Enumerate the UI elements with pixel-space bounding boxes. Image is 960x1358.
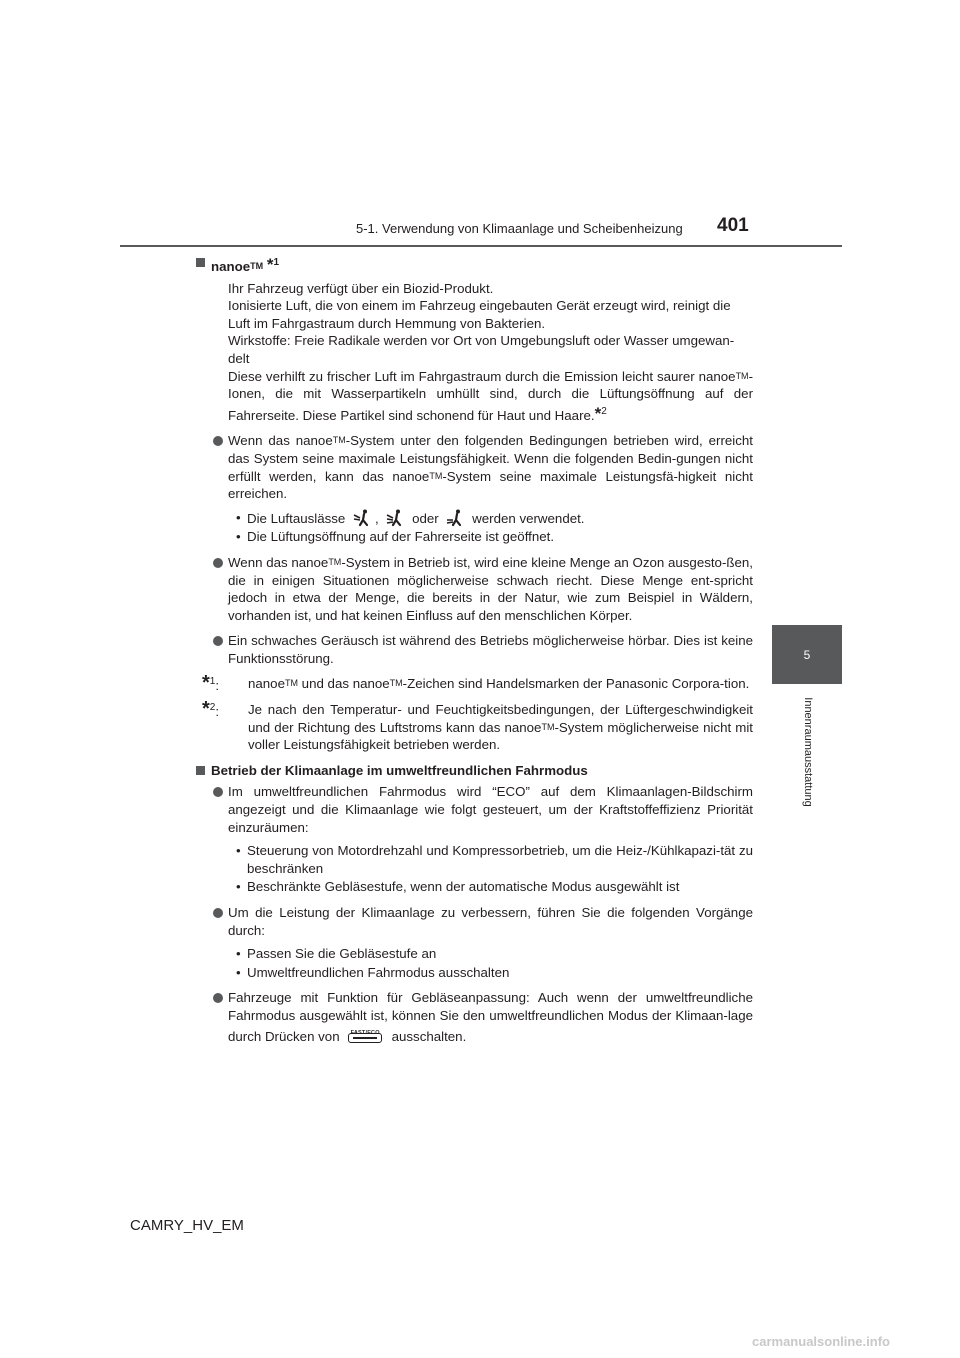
text-span: :: [215, 678, 220, 694]
text-span: -System möglicherweise nicht mit voller Leistungsfähigkeit betrieben werden.: [248, 719, 754, 753]
text-span: Die Luftauslässe: [247, 510, 346, 526]
sub-list-item: • Die Lüftungsöffnung auf der Fahrerseite ist geöffnet.: [228, 528, 753, 546]
footer-model: CAMRY_HV_EM: [130, 1217, 244, 1234]
sub-list-item: • Beschränkte Gebläsestufe, wenn der automatische Modus ausgewählt ist: [228, 878, 753, 896]
list-item: [211, 989, 753, 1046]
circle-bullet-icon: [213, 787, 223, 797]
text-span: Wenn das nanoe: [228, 554, 329, 570]
trademark-mark: TM: [284, 678, 298, 689]
trademark-mark: TM: [250, 261, 264, 271]
trademark-mark: TM: [332, 435, 346, 446]
chapter-tab: [772, 625, 842, 684]
square-bullet-icon: [196, 766, 205, 775]
circle-bullet-icon: [213, 558, 223, 568]
intro-line: [228, 368, 753, 425]
square-bullet-icon: [196, 258, 205, 267]
air-vent-icon: [444, 509, 466, 527]
text-span: nanoe: [248, 676, 285, 692]
chapter-label: Innenraumausstattung: [802, 697, 814, 807]
section-heading-eco-mode: [194, 762, 736, 780]
text-span: -Zeichen sind Handelsmarken der Panasonic Corpora-tion.: [402, 676, 750, 692]
intro-line: Wirkstoffe: Freie Radikale werden vor Ort von Umgebungsluft oder Wasser umgewan-delt: [228, 333, 735, 366]
sub-list: [228, 842, 753, 896]
footnote-number: 1: [209, 676, 216, 688]
circle-bullet-icon: [213, 436, 223, 446]
footnote-star: *: [594, 403, 602, 423]
footnote-2: [202, 698, 754, 754]
footnote-number: 2: [601, 405, 607, 417]
trademark-mark: TM: [389, 678, 403, 689]
footnote-1: [202, 672, 753, 695]
footnote-star: *: [202, 698, 210, 721]
main-content: [202, 254, 754, 1055]
footnote-number: 1: [273, 257, 280, 268]
text-span: werden verwendet.: [472, 510, 585, 526]
text-span: Um die Leistung der Klimaanlage zu verbessern, führen Sie die folgenden Vorgänge durch:: [228, 905, 753, 938]
text-span: -System unter den folgenden Bedingungen betrieben wird, erreicht das System seine maximale Leistungsfähigkeit. Wenn die folgenden Bedin-gungen nicht erfüllt werden, kann das nanoe: [228, 433, 753, 484]
text-span: oder: [412, 510, 439, 526]
intro-line: Ionisierte Luft, die von einem im Fahrzeug eingebauten Gerät erzeugt wird, reinigt die Luft im Fahrgastraum durch Hemmung von Bakterien.: [228, 298, 731, 331]
text-span: -System in Betrieb ist, wird eine kleine Menge an Ozon ausgesto-ßen, die in einigen Situationen möglicherweise schwach riecht. Diese Menge ent-spricht jedoch in etwa der Menge, die bereits in der Natur, wie zum Beispiel in Wäldern, vorhanden ist, und hat keinen Einfluss auf den menschlichen Körper.: [228, 554, 753, 623]
text-span: ,: [375, 510, 379, 526]
sub-list-item: • Steuerung von Motordrehzahl und Kompressorbetrieb, um die Heiz-/Kühlkapazi-tät zu beschränken: [228, 842, 753, 877]
text-span: Wenn das nanoe: [228, 433, 333, 449]
sub-list-item: • Umweltfreundlichen Fahrmodus ausschalten: [228, 964, 753, 982]
fast-eco-label: FAST/ECO: [350, 1029, 380, 1036]
heading-text: Betrieb der Klimaanlage im umweltfreundlichen Fahrmodus: [211, 762, 588, 778]
section-heading-nanoe: [194, 254, 736, 276]
header-divider: [120, 245, 842, 247]
trademark-mark: TM: [328, 556, 342, 567]
trademark-mark: TM: [735, 370, 749, 381]
text-span: Fahrzeuge mit Funktion für Gebläseanpassung: Auch wenn der umweltfreundliche Fahrmodus ausgewählt ist, können Sie den umweltfreundlichen Modus der Klimaan-lage durch Drücken von: [228, 990, 753, 1044]
sub-list-item: • Passen Sie die Gebläsestufe an: [228, 945, 753, 963]
circle-bullet-icon: [213, 908, 223, 918]
text-span: :: [215, 704, 220, 720]
text-span: ausschalten.: [391, 1028, 467, 1044]
list-item: [211, 783, 753, 896]
sub-list: [228, 509, 753, 546]
circle-bullet-icon: [213, 636, 223, 646]
text-span: Ein schwaches Geräusch ist während des Betriebs möglicherweise hörbar. Dies ist keine Funktionsstörung.: [228, 633, 753, 666]
intro-line: Ihr Fahrzeug verfügt über ein Biozid-Produkt.: [228, 280, 494, 296]
air-vent-icon: [351, 509, 373, 527]
footnote-number: 2: [209, 702, 216, 714]
chapter-number: 5: [803, 647, 811, 662]
footnote-star: *: [266, 255, 274, 274]
footnote-marker: [202, 673, 219, 695]
circle-bullet-icon: [213, 993, 223, 1003]
list-item: [211, 632, 753, 667]
sub-list-item: [228, 509, 753, 528]
list-item: [211, 432, 753, 546]
button-shape: [348, 1033, 382, 1043]
text-span: Im umweltfreundlichen Fahrmodus wird “ECO” auf dem Klimaanlagen-Bildschirm angezeigt und die Klimaanlage wie folgt gesteuert, um der Kraftstoffeffizienz Priorität einzuräumen:: [228, 784, 753, 835]
text-span: und das nanoe: [297, 676, 390, 692]
fast-eco-button-icon: [348, 1025, 384, 1047]
intro-text: [228, 280, 753, 425]
trademark-mark: TM: [429, 470, 443, 481]
page-number: 401: [717, 215, 749, 236]
footnote-marker: [202, 699, 219, 721]
footnote-star: *: [202, 672, 210, 695]
trademark-mark: TM: [541, 721, 555, 732]
list-item: [211, 904, 753, 981]
heading-text: nanoe: [211, 259, 251, 274]
air-vent-icon: [384, 509, 406, 527]
list-item: [211, 554, 753, 624]
text-span: Je nach den Temperatur- und Feuchtigkeitsbedingungen, der Lüftergeschwindigkeit und der Richtung des Luftstroms kann das nanoe: [248, 702, 753, 735]
watermark: carmanualsonline.info: [752, 1334, 890, 1349]
section-title: 5-1. Verwendung von Klimaanlage und Scheibenheizung: [356, 221, 683, 236]
text-span: -Ionen, die mit Wasserpartikeln umhüllt sind, durch die Lüftungsöffnung auf der Fahrerseite. Diese Partikel sind schonend für Haut und Haare.: [228, 368, 753, 423]
sub-list: [228, 945, 753, 981]
text-span: -System seine maximale Leistungsfä-higkeit nicht erreichen.: [228, 468, 753, 502]
text-span: Diese verhilft zu frischer Luft im Fahrgastraum durch die Emission leicht saurer nanoe: [228, 368, 736, 384]
